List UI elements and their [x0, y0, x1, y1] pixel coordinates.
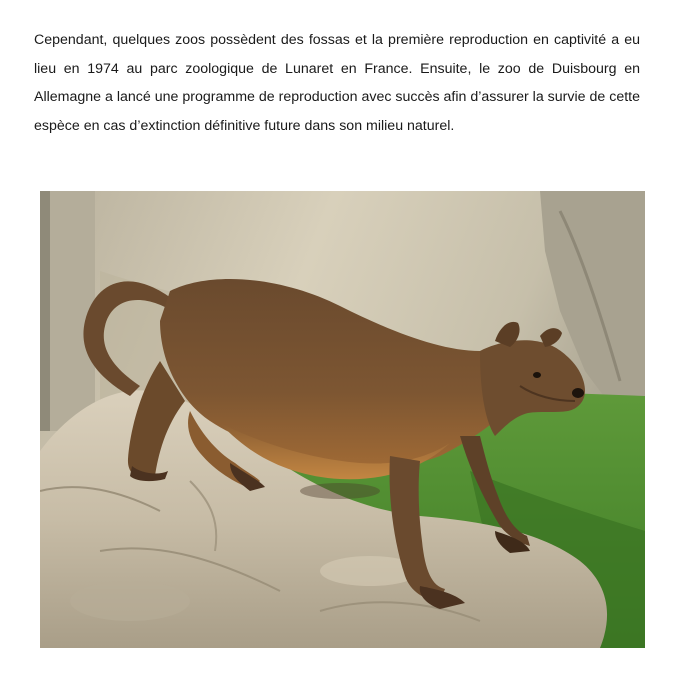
- body-paragraph: Cependant, quelques zoos possèdent des fossas et la première reproduction en captivité a eu lieu en 1974 au parc zoologique de Lunaret en France. Ensuite, le zoo de Duisbourg en Allemagne a lancé une programme de reproduction avec succès afin d’assurer la survie de cette espèce en cas d’extinction définitive future dans son milieu naturel.: [34, 32, 640, 134]
- fossa-photo: [40, 191, 645, 648]
